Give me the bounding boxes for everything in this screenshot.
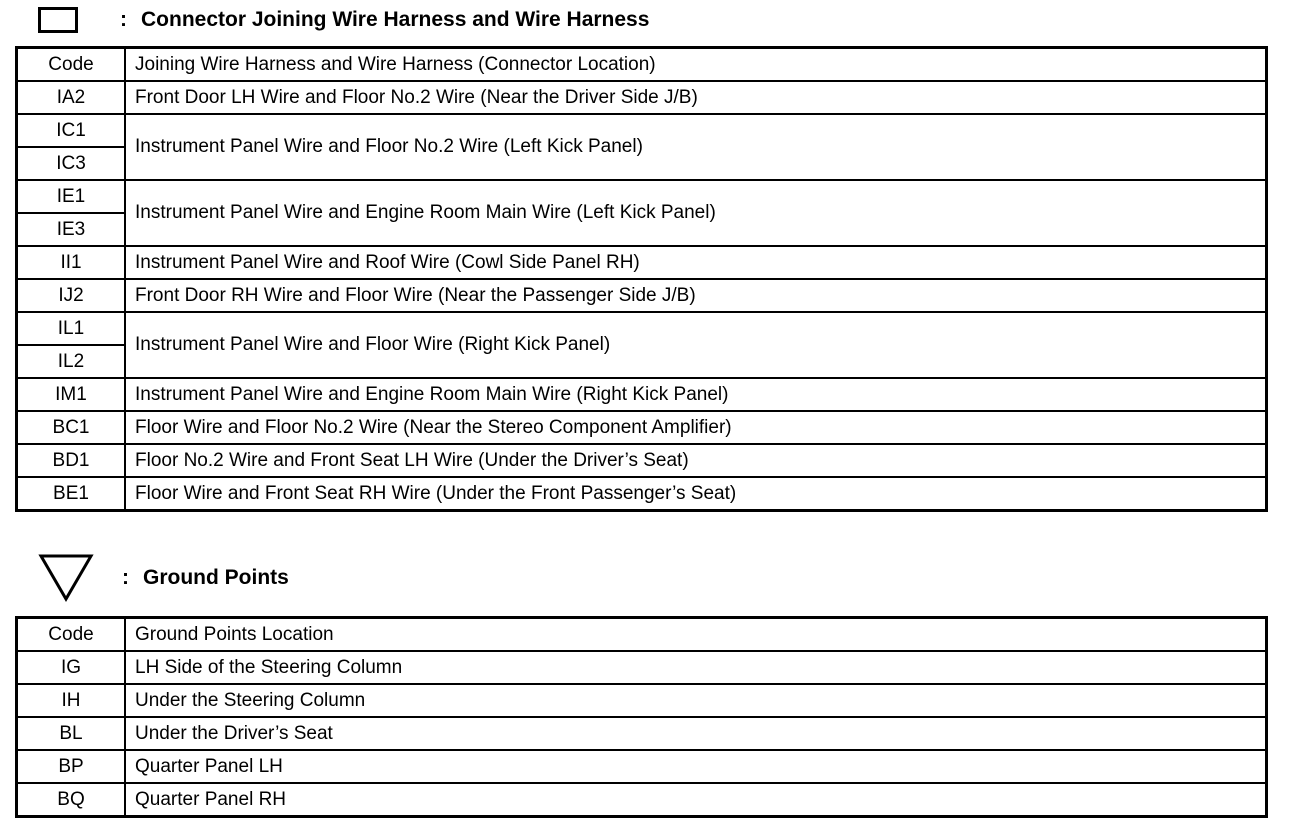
table-row	[17, 312, 1267, 345]
code-cell: BD1	[17, 444, 126, 477]
desc-cell: Instrument Panel Wire and Floor Wire (Right Kick Panel)	[125, 312, 1267, 378]
code-cell: IM1	[17, 378, 126, 411]
desc-cell: Instrument Panel Wire and Engine Room Main Wire (Left Kick Panel)	[125, 180, 1267, 246]
code-cell: IC1	[17, 114, 126, 147]
table-row	[17, 477, 1267, 511]
table-row	[17, 411, 1267, 444]
code-cell: BP	[17, 750, 126, 783]
table-row	[17, 279, 1267, 312]
table-row	[17, 114, 1267, 147]
table-row	[17, 750, 1267, 783]
code-cell: IC3	[17, 147, 126, 180]
location-header: Joining Wire Harness and Wire Harness (Connector Location)	[125, 48, 1267, 82]
code-cell: IA2	[17, 81, 126, 114]
desc-cell: Quarter Panel RH	[125, 783, 1267, 817]
table-row	[17, 378, 1267, 411]
code-cell: BL	[17, 717, 126, 750]
desc-cell: Instrument Panel Wire and Roof Wire (Cowl Side Panel RH)	[125, 246, 1267, 279]
code-header: Code	[17, 48, 126, 82]
table-row	[17, 81, 1267, 114]
table-row	[17, 684, 1267, 717]
table-row	[17, 180, 1267, 213]
table-row	[17, 717, 1267, 750]
desc-cell: Floor No.2 Wire and Front Seat LH Wire (Under the Driver’s Seat)	[125, 444, 1267, 477]
code-cell: IE1	[17, 180, 126, 213]
table-header-row	[17, 618, 1267, 652]
desc-cell: Floor Wire and Front Seat RH Wire (Under the Front Passenger’s Seat)	[125, 477, 1267, 511]
code-header: Code	[17, 618, 126, 652]
colon: :	[122, 566, 129, 589]
desc-cell: Under the Driver’s Seat	[125, 717, 1267, 750]
code-cell: IL1	[17, 312, 126, 345]
table-header-row	[17, 48, 1267, 82]
desc-cell: Quarter Panel LH	[125, 750, 1267, 783]
colon: :	[120, 8, 127, 31]
code-cell: II1	[17, 246, 126, 279]
table-row	[17, 783, 1267, 817]
code-cell: BQ	[17, 783, 126, 817]
code-cell: IH	[17, 684, 126, 717]
square-connector-symbol-icon	[38, 7, 78, 33]
connector-section-title: Connector Joining Wire Harness and Wire Harness	[141, 8, 650, 31]
connector-section-header	[38, 0, 649, 40]
location-header: Ground Points Location	[125, 618, 1267, 652]
code-cell: IG	[17, 651, 126, 684]
ground-points-table	[15, 616, 1268, 818]
table-row	[17, 444, 1267, 477]
desc-cell: Floor Wire and Floor No.2 Wire (Near the Stereo Component Amplifier)	[125, 411, 1267, 444]
ground-triangle-symbol-icon	[38, 553, 94, 603]
code-cell: IL2	[17, 345, 126, 378]
ground-section-title: Ground Points	[143, 566, 289, 589]
code-cell: BC1	[17, 411, 126, 444]
desc-cell: Front Door RH Wire and Floor Wire (Near the Passenger Side J/B)	[125, 279, 1267, 312]
table-row	[17, 651, 1267, 684]
desc-cell: Instrument Panel Wire and Engine Room Main Wire (Right Kick Panel)	[125, 378, 1267, 411]
desc-cell: Under the Steering Column	[125, 684, 1267, 717]
desc-cell: LH Side of the Steering Column	[125, 651, 1267, 684]
code-cell: BE1	[17, 477, 126, 511]
desc-cell: Instrument Panel Wire and Floor No.2 Wire (Left Kick Panel)	[125, 114, 1267, 180]
ground-section-header	[38, 558, 289, 598]
table-row	[17, 246, 1267, 279]
code-cell: IJ2	[17, 279, 126, 312]
connector-table	[15, 46, 1268, 512]
code-cell: IE3	[17, 213, 126, 246]
desc-cell: Front Door LH Wire and Floor No.2 Wire (Near the Driver Side J/B)	[125, 81, 1267, 114]
